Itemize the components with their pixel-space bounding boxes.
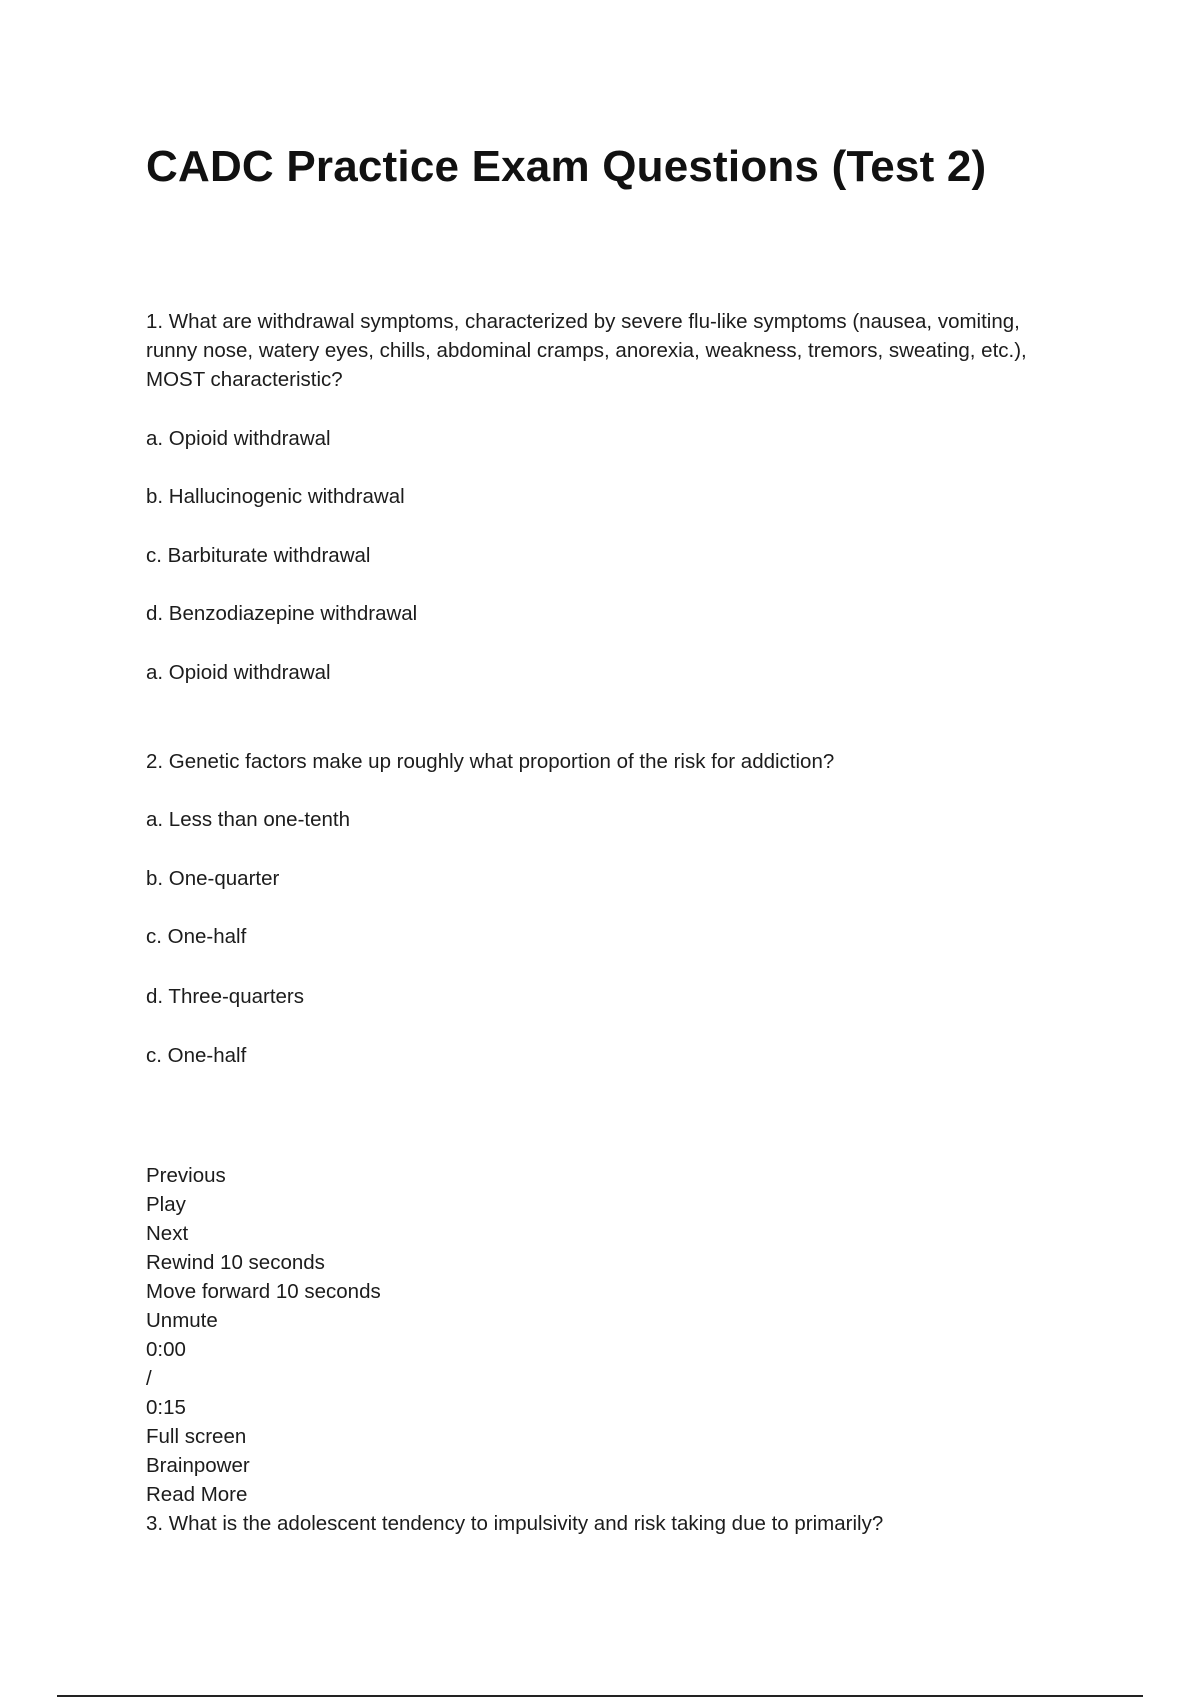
previous-button[interactable]: Previous (146, 1164, 226, 1187)
page-title: CADC Practice Exam Questions (Test 2) (146, 142, 987, 191)
brand-link[interactable]: Brainpower (146, 1454, 250, 1477)
answer-option: c. Barbiturate withdrawal (146, 544, 371, 567)
fullscreen-button[interactable]: Full screen (146, 1425, 247, 1448)
time-separator: / (146, 1367, 152, 1390)
next-button[interactable]: Next (146, 1222, 189, 1245)
answer-option: d. Three-quarters (146, 985, 305, 1008)
forward-button[interactable]: Move forward 10 seconds (146, 1280, 381, 1303)
question-3-prompt: 3. What is the adolescent tendency to impulsivity and risk taking due to primarily? (146, 1512, 884, 1535)
play-button[interactable]: Play (146, 1193, 186, 1216)
answer-option: d. Benzodiazepine withdrawal (146, 602, 418, 625)
unmute-button[interactable]: Unmute (146, 1309, 218, 1332)
rewind-button[interactable]: Rewind 10 seconds (146, 1251, 325, 1274)
current-time: 0:00 (146, 1338, 186, 1361)
answer-option: a. Opioid withdrawal (146, 427, 331, 450)
answer-option: b. Hallucinogenic withdrawal (146, 485, 405, 508)
read-more-link[interactable]: Read More (146, 1483, 248, 1506)
answer-option: c. One-half (146, 925, 247, 948)
question-prompt: 2. Genetic factors make up roughly what proportion of the risk for addiction? (146, 750, 835, 773)
answer-option: a. Less than one-tenth (146, 808, 351, 831)
correct-answer: a. Opioid withdrawal (146, 661, 331, 684)
answer-option: b. One-quarter (146, 867, 280, 890)
correct-answer: c. One-half (146, 1044, 247, 1067)
duration: 0:15 (146, 1396, 186, 1419)
footer-divider (57, 1695, 1143, 1697)
question-prompt: 1. What are withdrawal symptoms, characterized by severe flu-like symptoms (nausea, vomiting, runny nose, watery eyes, chills, abdominal cramps, anorexia, weakness, tremors, sweating, etc.), MOST characteristic? (146, 310, 1027, 391)
